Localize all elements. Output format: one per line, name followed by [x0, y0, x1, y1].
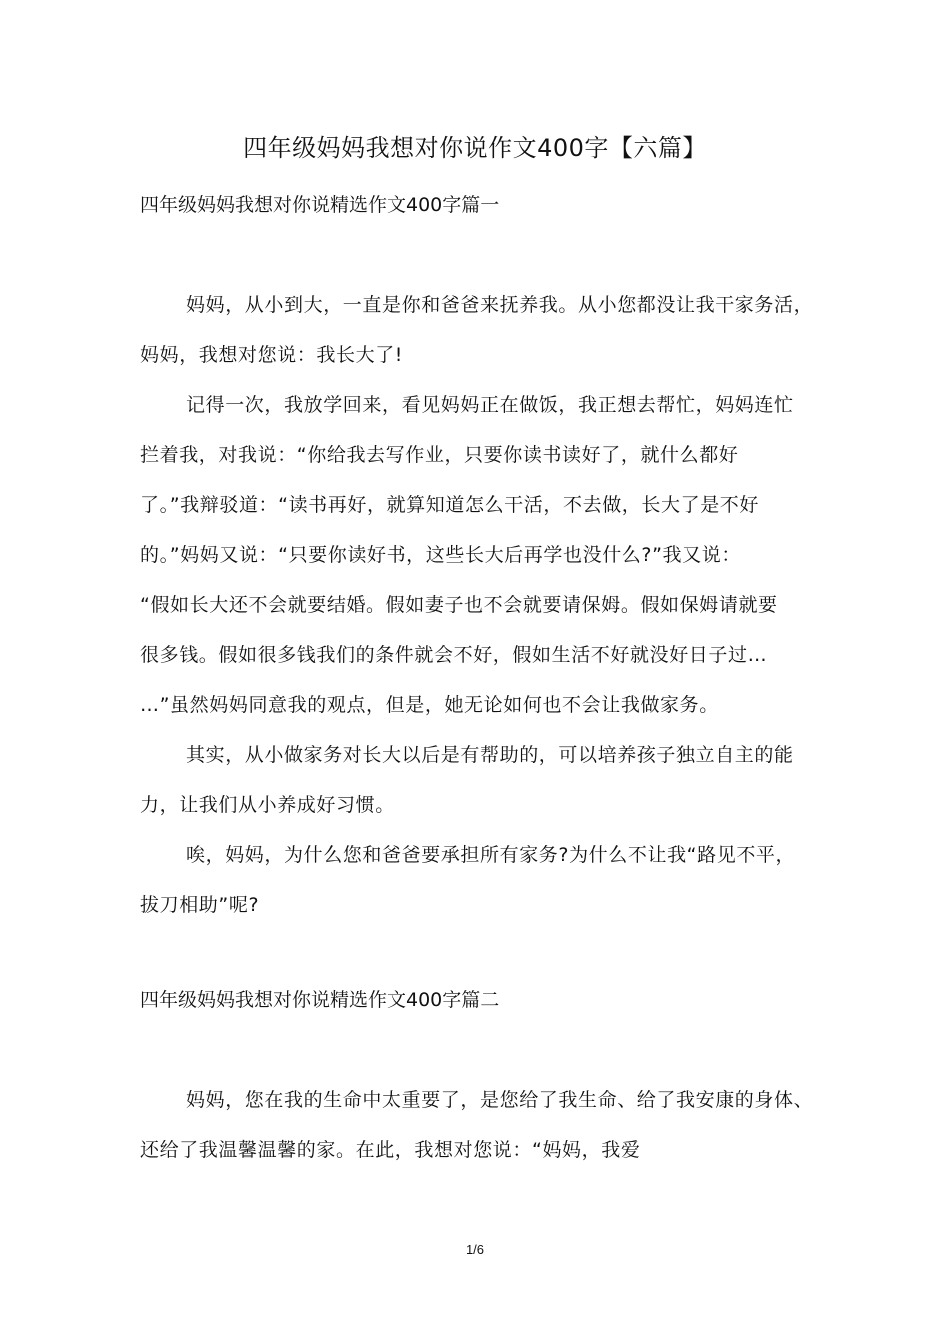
paragraph-line: 力，让我们从小养成好习惯。	[140, 794, 395, 816]
paragraph-line: 的。”妈妈又说：“只要你读好书，这些长大后再学也没什么?”我又说：	[140, 544, 741, 566]
paragraph-line: “假如长大还不会就要结婚。假如妻子也不会就要请保姆。假如保姆请就要	[140, 594, 778, 616]
paragraph-line: 还给了我温馨温馨的家。在此，我想对您说：“妈妈，我爱	[140, 1139, 641, 1161]
paragraph-line: 唉，妈妈，为什么您和爸爸要承担所有家务?为什么不让我“路见不平，	[186, 844, 796, 866]
section-heading-1: 四年级妈妈我想对你说精选作文400字篇一	[140, 194, 500, 216]
paragraph-line: 拦着我，对我说：“你给我去写作业，只要你读书读好了，就什么都好	[140, 444, 739, 466]
paragraph-line: 拔刀相助”呢?	[140, 894, 260, 916]
section-heading-2: 四年级妈妈我想对你说精选作文400字篇二	[140, 989, 500, 1011]
page-number: 1/6	[465, 1242, 485, 1257]
paragraph-line: 妈妈，我想对您说：我长大了!	[140, 344, 404, 366]
paragraph-line: 了。”我辩驳道：“读书再好，就算知道怎么干活，不去做，长大了是不好	[140, 494, 759, 516]
paragraph-line: 记得一次，我放学回来，看见妈妈正在做饭，我正想去帮忙，妈妈连忙	[186, 394, 794, 416]
document-title: 四年级妈妈我想对你说作文400字【六篇】	[243, 134, 707, 162]
paragraph-line: …”虽然妈妈同意我的观点，但是，她无论如何也不会让我做家务。	[140, 694, 719, 716]
paragraph-line: 妈妈，从小到大，一直是你和爸爸来抚养我。从小您都没让我干家务活，	[186, 294, 814, 316]
paragraph-line: 很多钱。假如很多钱我们的条件就会不好，假如生活不好就没好日子过…	[140, 644, 768, 666]
paragraph-line: 其实，从小做家务对长大以后是有帮助的，可以培养孩子独立自主的能	[186, 744, 794, 766]
paragraph-line: 妈妈，您在我的生命中太重要了，是您给了我生命、给了我安康的身体、	[186, 1089, 814, 1111]
